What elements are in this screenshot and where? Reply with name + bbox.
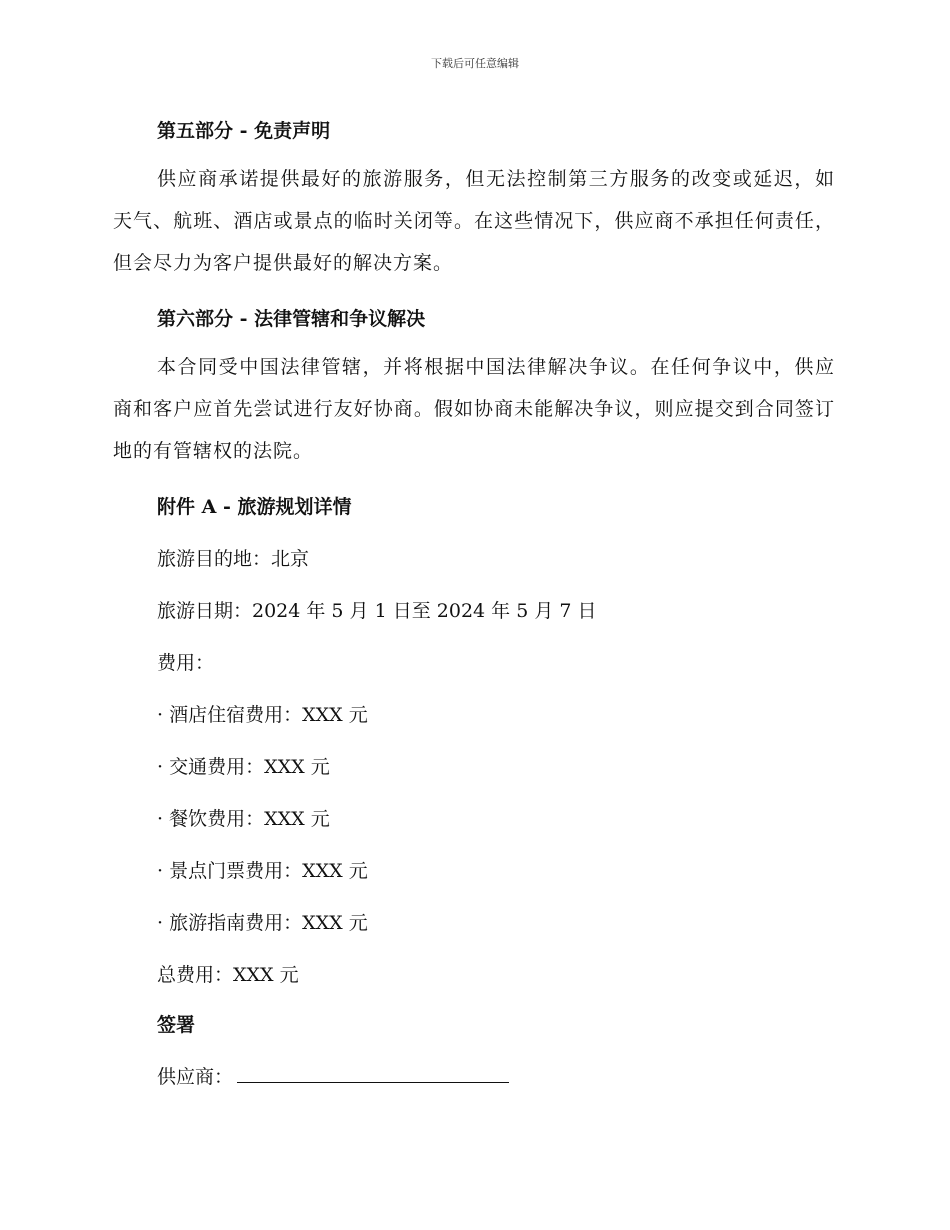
page-header: 下载后可任意编辑 [431,57,519,70]
cost-item-guide: · 旅游指南费用：XXX 元 [157,912,368,934]
supplier-label: 供应商： [157,1066,234,1088]
section6-title: 第六部分 - 法律管辖和争议解决 [157,308,426,330]
cost-item-transport: · 交通费用：XXX 元 [157,756,330,778]
signature-title: 签署 [157,1014,196,1036]
section6-body: 本合同受中国法律管辖，并将根据中国法律解决争议。在任何争议中，供应商和客户应首先尝试进行友好协商。假如协商未能解决争议，则应提交到合同签订地的有管辖权的法院。 [113,356,835,462]
costs-label: 费用： [157,652,215,674]
section5-body: 供应商承诺提供最好的旅游服务，但无法控制第三方服务的改变或延迟，如天气、航班、酒店或景点的临时关闭等。在这些情况下，供应商不承担任何责任，但会尽力为客户提供最好的解决方案。 [113,168,835,274]
supplier-signature-row [157,1062,509,1089]
destination-line: 旅游目的地：北京 [157,548,310,570]
cost-item-tickets: · 景点门票费用：XXX 元 [157,860,368,882]
appendix-title: 附件 A - 旅游规划详情 [157,496,352,518]
total-cost-line: 总费用：XXX 元 [157,964,299,986]
supplier-signature-line [237,1062,509,1083]
dates-line: 旅游日期：2024 年 5 月 1 日至 2024 年 5 月 7 日 [157,600,597,622]
cost-item-dining: · 餐饮费用：XXX 元 [157,808,330,830]
section5-title: 第五部分 - 免责声明 [157,120,331,142]
cost-item-hotel: · 酒店住宿费用：XXX 元 [157,704,368,726]
